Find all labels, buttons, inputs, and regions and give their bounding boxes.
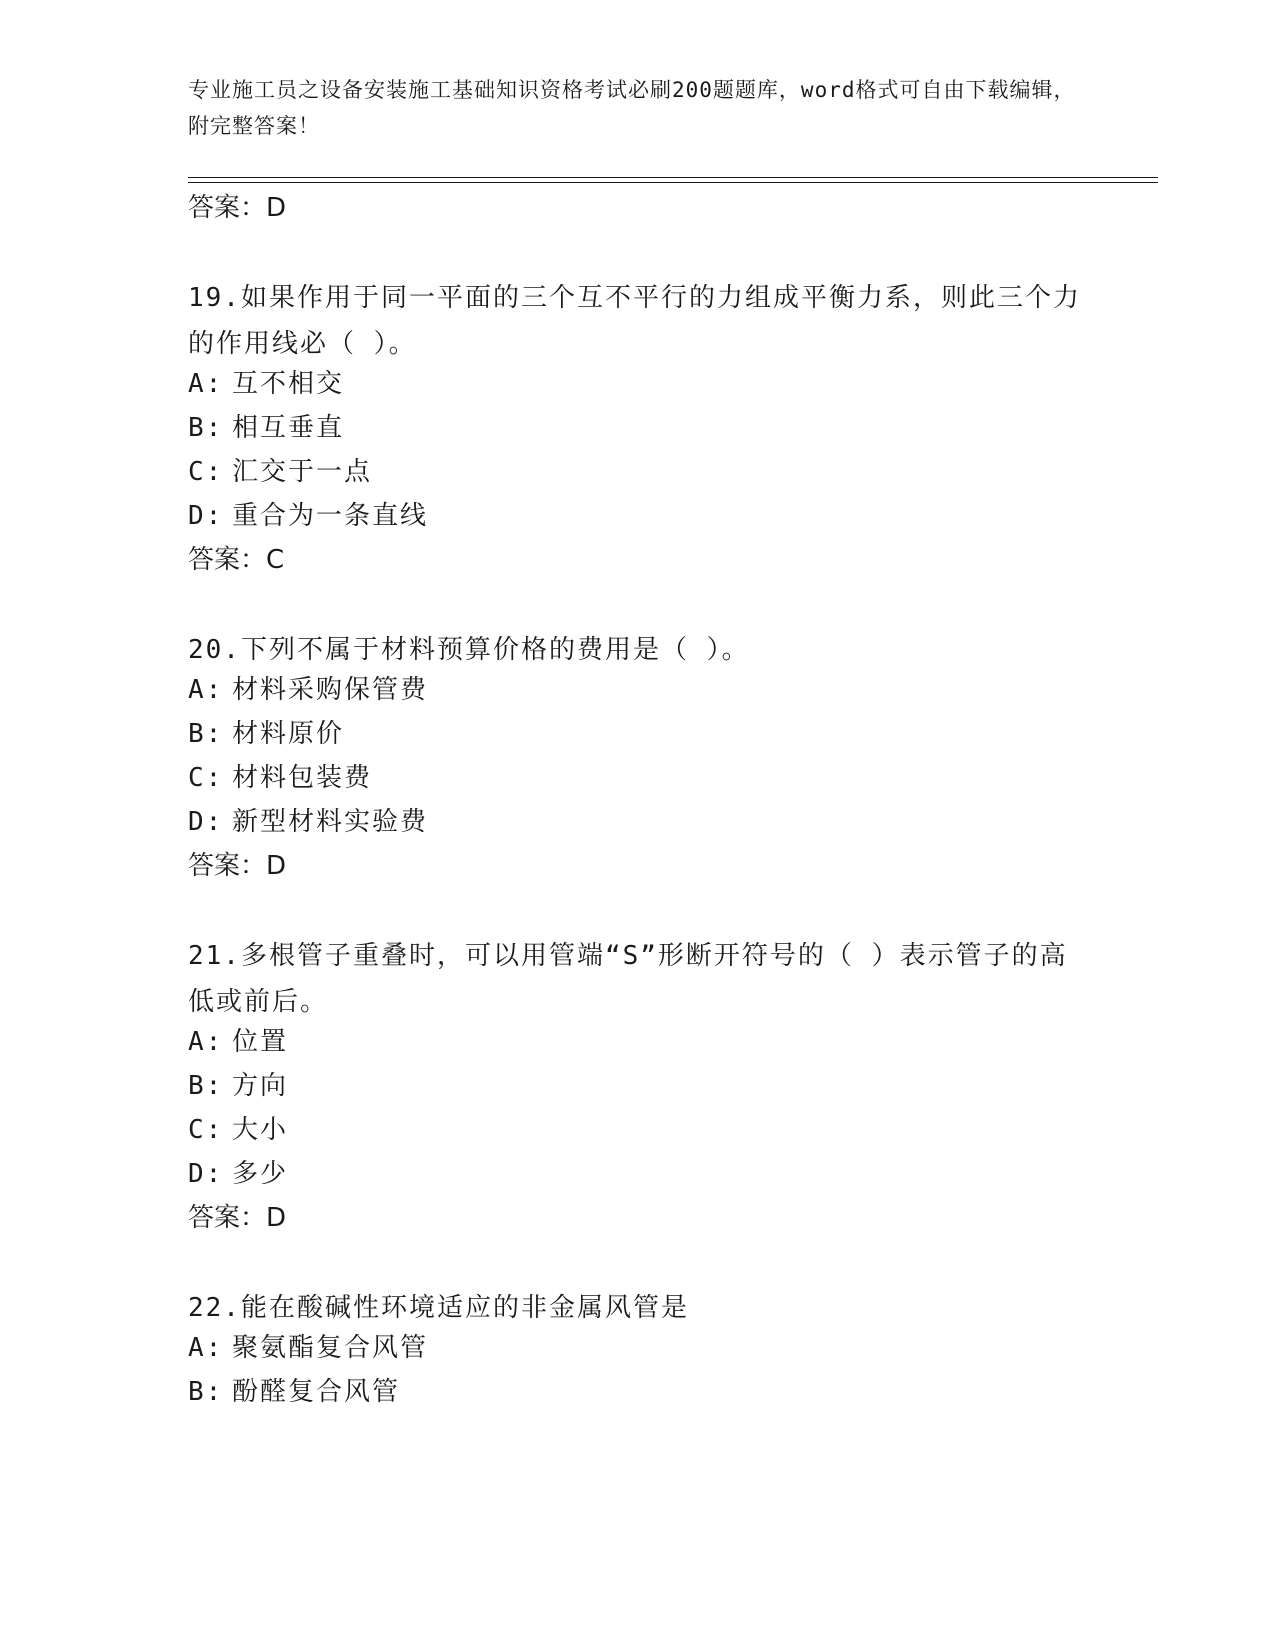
option-text: 聚氨酯复合风管 — [232, 1333, 429, 1363]
answer-key: 答案：D — [188, 851, 287, 881]
option-letter: D: — [188, 1159, 224, 1189]
question-stem: 21.多根管子重叠时，可以用管端“S”形断开符号的（ ）表示管子的高低或前后。 — [188, 941, 1068, 1017]
option-text: 材料原价 — [232, 719, 345, 749]
option-letter: B: — [188, 719, 224, 749]
option-d — [188, 804, 428, 840]
question-stem: 20.下列不属于材料预算价格的费用是（ ）。 — [188, 635, 750, 665]
document-header: 专业施工员之设备安装施工基础知识资格考试必刷200题题库，word格式可自由下载编辑，附完整答案！ — [188, 78, 1076, 138]
option-d — [188, 1156, 288, 1192]
option-b — [188, 1374, 400, 1410]
option-c — [188, 1112, 288, 1148]
option-letter: B: — [188, 1071, 224, 1101]
option-text: 重合为一条直线 — [232, 501, 429, 531]
header-divider-secondary — [188, 182, 1158, 183]
option-letter: A: — [188, 1333, 224, 1363]
option-a — [188, 366, 344, 402]
option-b — [188, 1068, 288, 1104]
option-b — [188, 410, 344, 446]
option-text: 汇交于一点 — [232, 457, 373, 487]
option-letter: B: — [188, 1377, 224, 1407]
option-text: 材料包装费 — [232, 763, 373, 793]
option-letter: A: — [188, 1027, 224, 1057]
question-stem: 19.如果作用于同一平面的三个互不平行的力组成平衡力系，则此三个力的作用线必（ ）。 — [188, 283, 1081, 359]
answer-key: 答案：D — [188, 1203, 287, 1233]
option-text: 酚醛复合风管 — [232, 1377, 401, 1407]
option-text: 相互垂直 — [232, 413, 345, 443]
option-letter: A: — [188, 369, 224, 399]
option-letter: D: — [188, 807, 224, 837]
option-text: 材料采购保管费 — [232, 675, 429, 705]
option-letter: D: — [188, 501, 224, 531]
option-letter: C: — [188, 763, 224, 793]
option-text: 大小 — [232, 1115, 289, 1145]
question-stem: 22.能在酸碱性环境适应的非金属风管是 — [188, 1293, 689, 1323]
option-a — [188, 1330, 428, 1366]
option-letter: B: — [188, 413, 224, 443]
option-text: 方向 — [232, 1071, 289, 1101]
option-letter: C: — [188, 1115, 224, 1145]
option-d — [188, 498, 428, 534]
option-a — [188, 1024, 288, 1060]
option-b — [188, 716, 344, 752]
previous-answer: 答案：D — [188, 193, 287, 223]
option-letter: A: — [188, 675, 224, 705]
option-letter: C: — [188, 457, 224, 487]
option-text: 多少 — [232, 1159, 289, 1189]
option-text: 新型材料实验费 — [232, 807, 429, 837]
option-text: 互不相交 — [232, 369, 345, 399]
option-a — [188, 672, 428, 708]
header-divider — [188, 177, 1158, 178]
answer-key: 答案：C — [188, 545, 285, 575]
option-text: 位置 — [232, 1027, 289, 1057]
option-c — [188, 760, 372, 796]
option-c — [188, 454, 372, 490]
